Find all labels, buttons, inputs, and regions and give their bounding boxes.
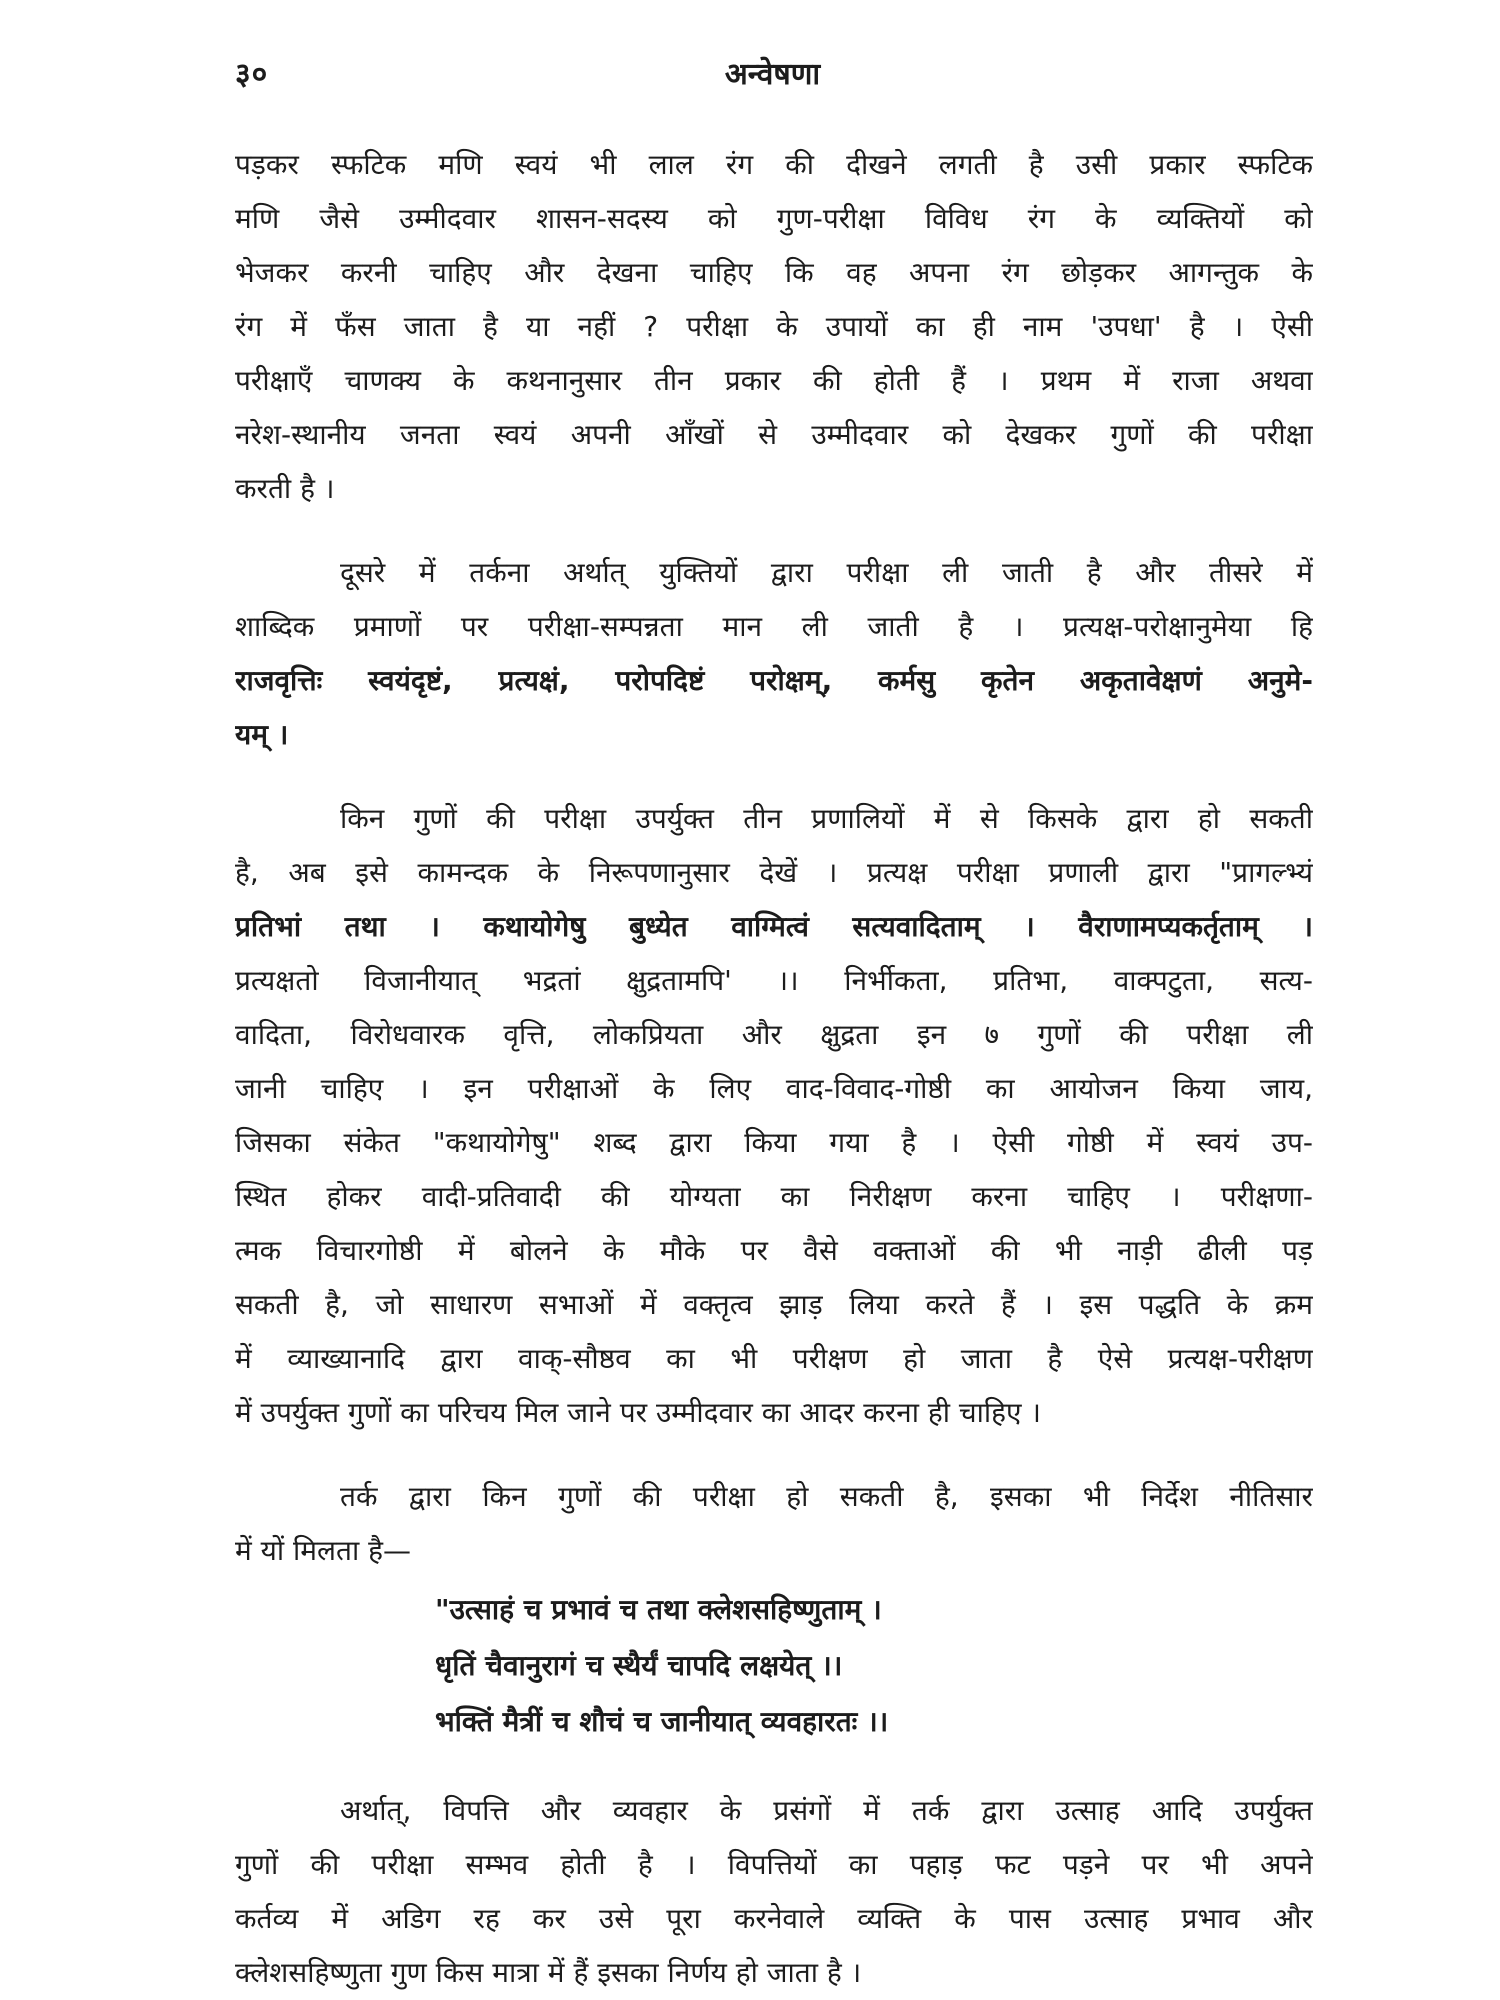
text-line: रंग में फँस जाता है या नहीं ? परीक्षा के उपायों का ही नाम 'उपधा' है । ऐसी [235,310,1313,343]
text-line: भेजकर करनी चाहिए और देखना चाहिए कि वह अपना रंग छोड़कर आगन्तुक के [235,256,1313,289]
verse-block [435,1582,1313,1750]
text-line: वादिता, विरोधवारक वृत्ति, लोकप्रियता और क्षुद्रता इन ७ गुणों की परीक्षा ली [235,1018,1313,1051]
verse-line: "उत्साहं च प्रभावं च तथा क्लेशसहिष्णुताम् । [435,1593,882,1626]
text-line: जानी चाहिए । इन परीक्षाओं के लिए वाद-विवाद-गोष्ठी का आयोजन किया जाय, [235,1072,1313,1105]
paragraph-4 [235,1470,1313,1578]
text-line: परीक्षाएँ चाणक्य के कथनानुसार तीन प्रकार की होती हैं । प्रथम में राजा अथवा [235,364,1313,397]
running-title: अन्वेषणा [724,57,821,92]
text-line: प्रत्यक्षतो विजानीयात् भद्रतां क्षुद्रतामपि' ।। निर्भीकता, प्रतिभा, वाक्पटुता, सत्य- [235,964,1313,997]
text-line: त्मक विचारगोष्ठी में बोलने के मौके पर वैसे वक्ताओं की भी नाड़ी ढीली पड़ [235,1234,1313,1267]
verse-line: धृतिं चैवानुरागं च स्थैर्यं चापदि लक्षयेत् ।। [435,1649,843,1682]
paragraph-5 [235,1784,1313,2000]
text-line: पड़कर स्फटिक मणि स्वयं भी लाल रंग की दीखने लगती है उसी प्रकार स्फटिक [235,148,1313,181]
text-line: कर्तव्य में अडिग रह कर उसे पूरा करनेवाले व्यक्ति के पास उत्साह प्रभाव और [235,1902,1313,1935]
text-line: अर्थात्, विपत्ति और व्यवहार के प्रसंगों में तर्क द्वारा उत्साह आदि उपर्युक्त [340,1794,1313,1827]
text-line: गुणों की परीक्षा सम्भव होती है । विपत्तियों का पहाड़ फट पड़ने पर भी अपने [235,1848,1313,1881]
text-line: स्थित होकर वादी-प्रतिवादी की योग्यता का निरीक्षण करना चाहिए । परीक्षणा- [235,1180,1313,1213]
text-line: करती है । [235,472,335,505]
text-line: में व्याख्यानादि द्वारा वाक्-सौष्ठव का भी परीक्षण हो जाता है ऐसे प्रत्यक्ष-परीक्षण [235,1342,1313,1375]
text-line: सकती है, जो साधारण सभाओं में वक्तृत्व झाड़ लिया करते हैं । इस पद्धति के क्रम [235,1288,1313,1321]
text-line: दूसरे में तर्कना अर्थात् युक्तियों द्वारा परीक्षा ली जाती है और तीसरे में [340,556,1313,589]
text-line: नरेश-स्थानीय जनता स्वयं अपनी आँखों से उम्मीदवार को देखकर गुणों की परीक्षा [235,418,1313,451]
body-text [235,138,1313,2000]
paragraph-3 [235,792,1313,1440]
sanskrit-quote-line: प्रतिभां तथा । कथायोगेषु बुध्येत वाग्मित्वं सत्यवादिताम् । वैराणामप्यकर्तृताम् । [235,910,1313,943]
verse-line: भक्तिं मैत्रीं च शौचं च जानीयात् व्यवहारतः ।। [435,1705,889,1738]
text-line: में उपर्युक्त गुणों का परिचय मिल जाने पर उम्मीदवार का आदर करना ही चाहिए । [235,1396,1042,1429]
text-line: में यों मिलता है— [235,1534,411,1567]
text-line: मणि जैसे उम्मीदवार शासन-सदस्य को गुण-परीक्षा विविध रंग के व्यक्तियों को [235,202,1313,235]
text-line: किन गुणों की परीक्षा उपर्युक्त तीन प्रणालियों में से किसके द्वारा हो सकती [340,802,1313,835]
page-header [235,52,1310,102]
page-number: ३० [235,57,269,92]
text-line: शाब्दिक प्रमाणों पर परीक्षा-सम्पन्नता मान ली जाती है । प्रत्यक्ष-परोक्षानुमेया हि [235,610,1313,643]
text-line: क्लेशसहिष्णुता गुण किस मात्रा में हैं इसका निर्णय हो जाता है । [235,1956,862,1989]
sanskrit-quote-line: यम् । [235,718,289,751]
text-line: जिसका संकेत "कथायोगेषु" शब्द द्वारा किया गया है । ऐसी गोष्ठी में स्वयं उप- [235,1126,1313,1159]
sanskrit-quote-line: राजवृत्तिः स्वयंदृष्टं, प्रत्यक्षं, परोपदिष्टं परोक्षम्, कर्मसु कृतेन अकृतावेक्षणं अनुमे- [235,664,1313,697]
text-line: है, अब इसे कामन्दक के निरूपणानुसार देखें । प्रत्यक्ष परीक्षा प्रणाली द्वारा "प्रागल्भ्यं [235,856,1313,889]
paragraph-1 [235,138,1313,516]
text-line: तर्क द्वारा किन गुणों की परीक्षा हो सकती है, इसका भी निर्देश नीतिसार [340,1480,1313,1513]
paragraph-2 [235,546,1313,762]
